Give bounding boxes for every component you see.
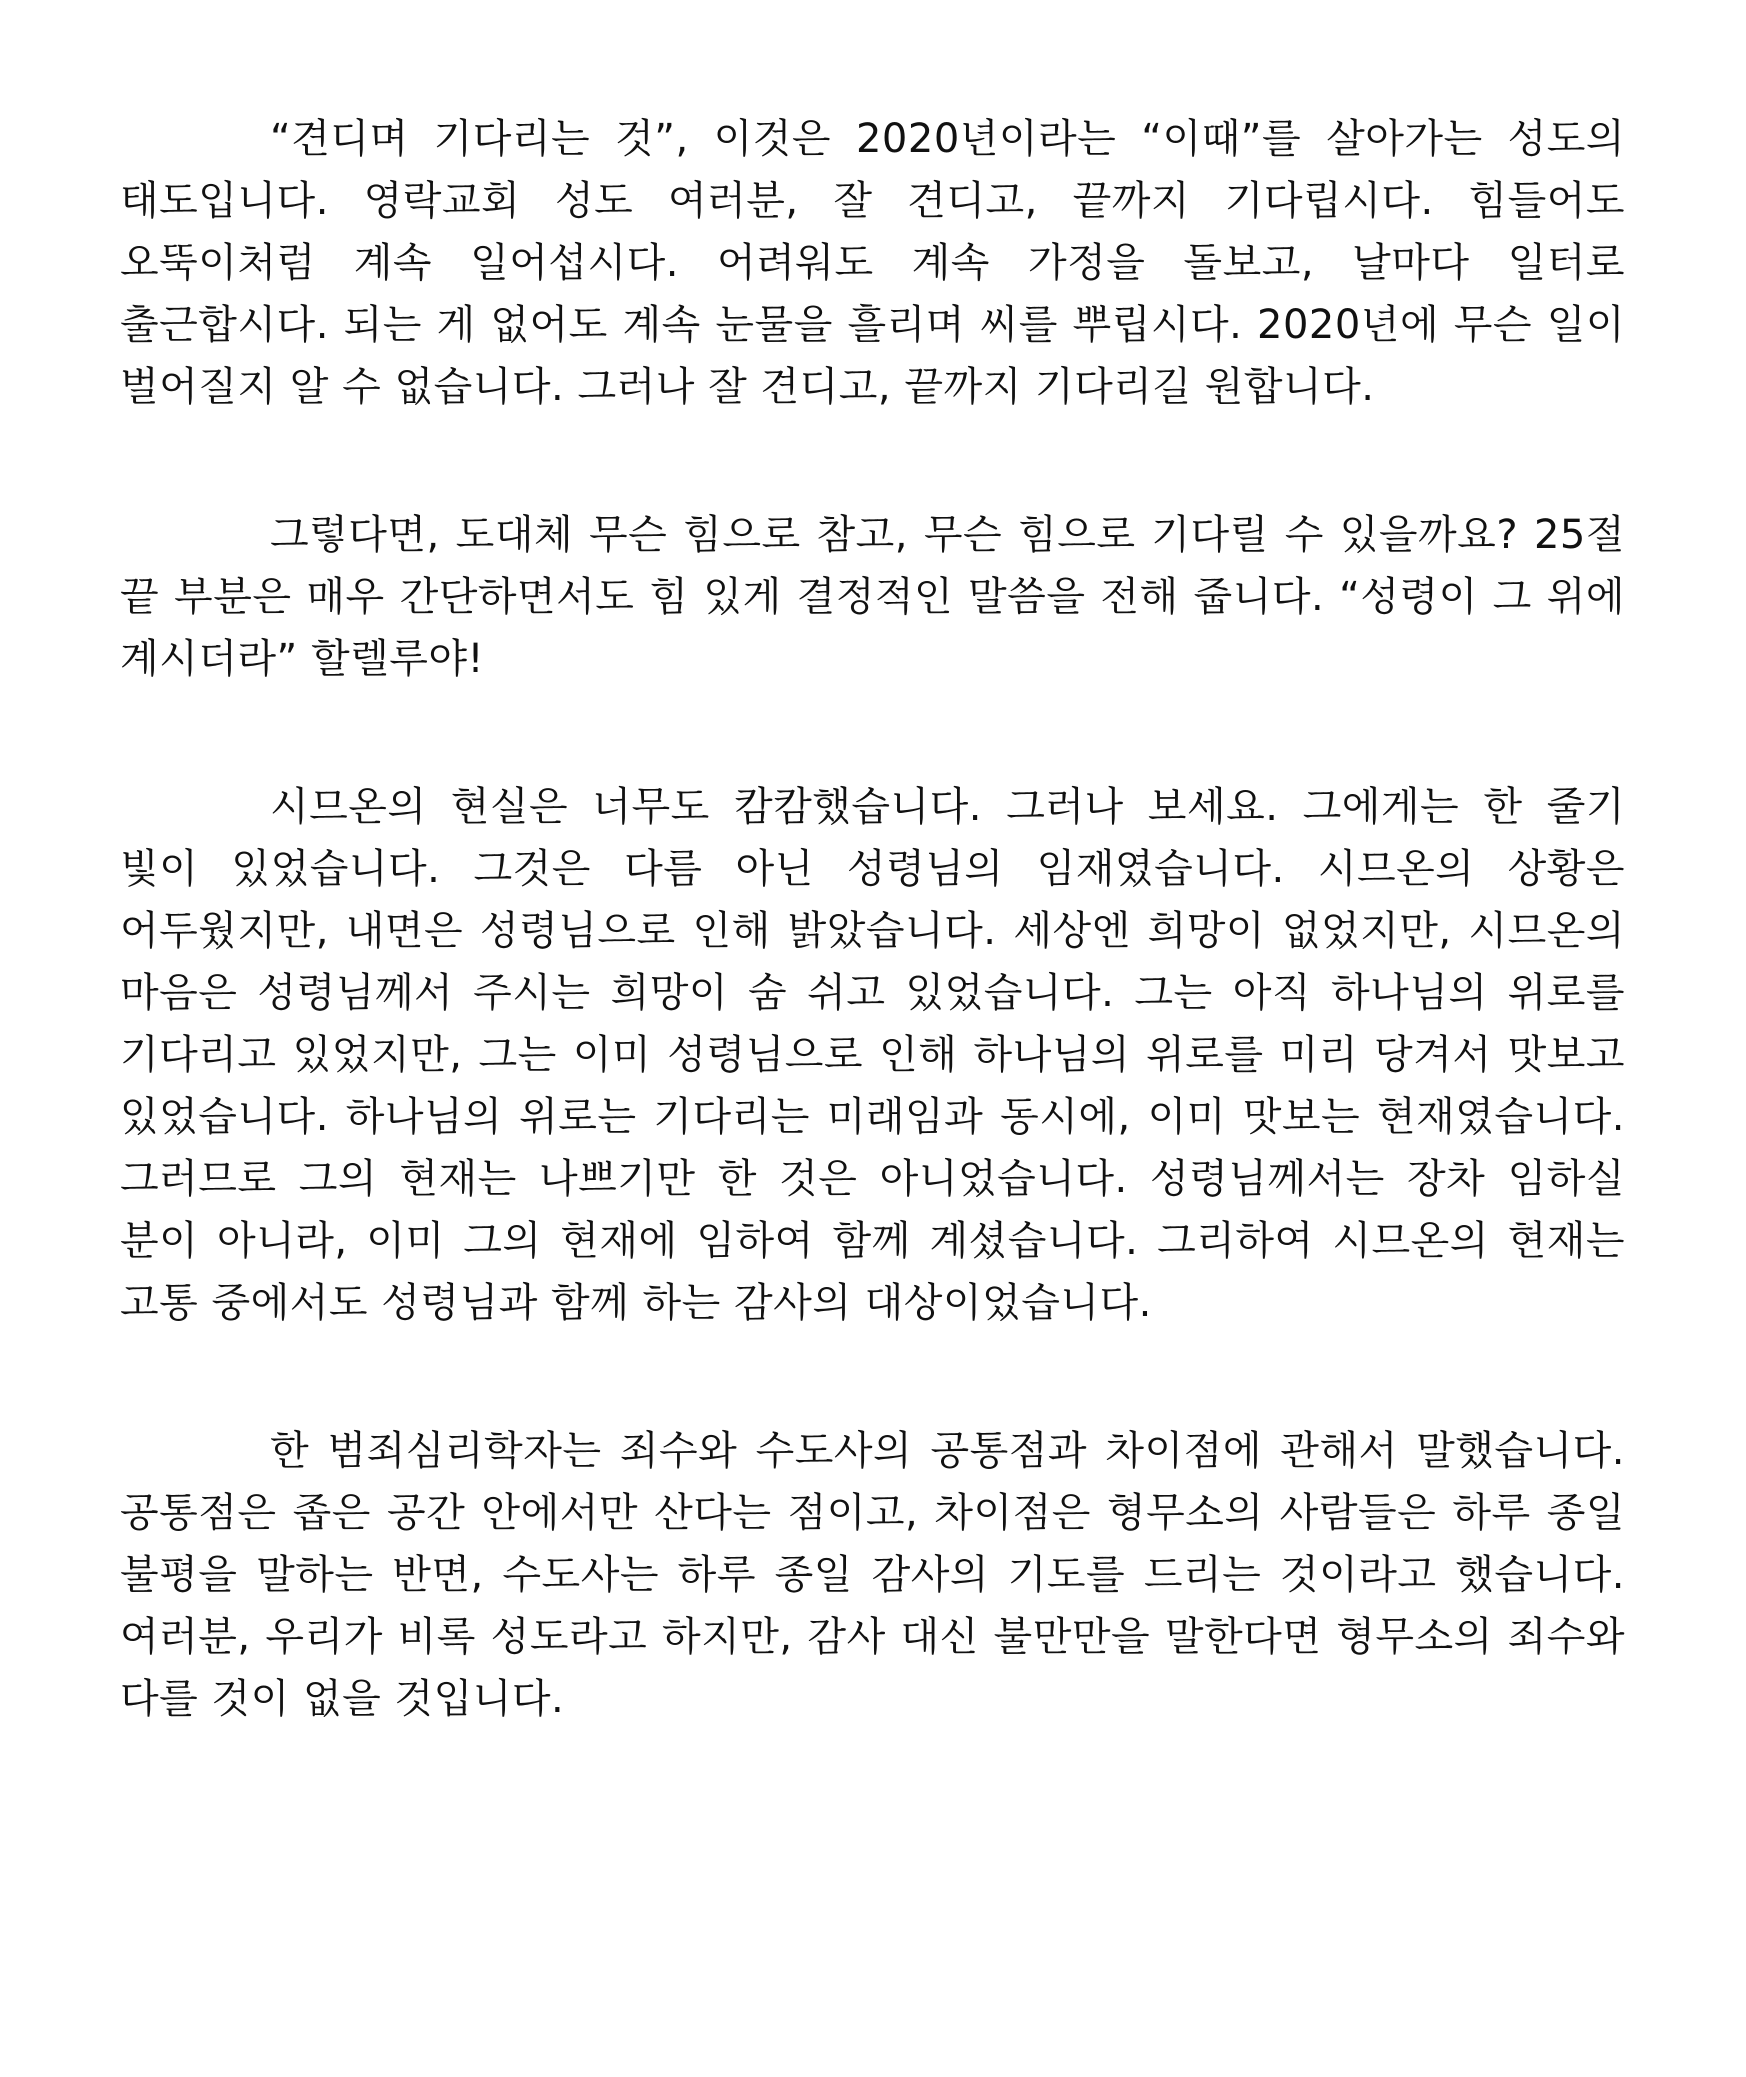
paragraph-3: 시므온의 현실은 너무도 캄캄했습니다. 그러나 보세요. 그에게는 한 줄기 빛이 있었습니다. 그것은 다름 아닌 성령님의 임재였습니다. 시므온의 상황은 어두웠지만, 내면은 성령님으로 인해 밝았습니다. 세상엔 희망이 없었지만, 시므온의 마음은 성령님께서 주시는 희망이 숨 쉬고 있었습니다. 그는 아직 하나님의 위로를 기다리고 있었지만, 그는 이미 성령님으로 인해 하나님의 위로를 미리 당겨서 맛보고 있었습니다. 하나님의 위로는 기다리는 미래임과 동시에, 이미 맛보는 현재였습니다. 그러므로 그의 현재는 나쁘기만 한 것은 아니었습니다. 성령님께서는 장차 임하실 분이 아니라, 이미 그의 현재에 임하여 함께 계셨습니다. 그리하여 시므온의 현재는 고통 중에서도 성령님과 함께 하는 감사의 대상이었습니다.: [120, 784, 1625, 1326]
paragraph-2: 그렇다면, 도대체 무슨 힘으로 참고, 무슨 힘으로 기다릴 수 있을까요? 25절 끝 부분은 매우 간단하면서도 힘 있게 결정적인 말씀을 전해 줍니다. “성령이 그 위에 계시더라” 할렐루야!: [120, 512, 1625, 682]
document-page: [120, 108, 1625, 1730]
paragraph-1: “견디며 기다리는 것”, 이것은 2020년이라는 “이때”를 살아가는 성도의 태도입니다. 영락교회 성도 여러분, 잘 견디고, 끝까지 기다립시다. 힘들어도 오뚝이처럼 계속 일어섭시다. 어려워도 계속 가정을 돌보고, 날마다 일터로 출근합시다. 되는 게 없어도 계속 눈물을 흘리며 씨를 뿌립시다. 2020년에 무슨 일이 벌어질지 알 수 없습니다. 그러나 잘 견디고, 끝까지 기다리길 원합니다.: [120, 116, 1625, 410]
paragraph-4: 한 범죄심리학자는 죄수와 수도사의 공통점과 차이점에 관해서 말했습니다. 공통점은 좁은 공간 안에서만 산다는 점이고, 차이점은 형무소의 사람들은 하루 종일 불평을 말하는 반면, 수도사는 하루 종일 감사의 기도를 드리는 것이라고 했습니다. 여러분, 우리가 비록 성도라고 하지만, 감사 대신 불만만을 말한다면 형무소의 죄수와 다를 것이 없을 것입니다.: [120, 1428, 1625, 1722]
